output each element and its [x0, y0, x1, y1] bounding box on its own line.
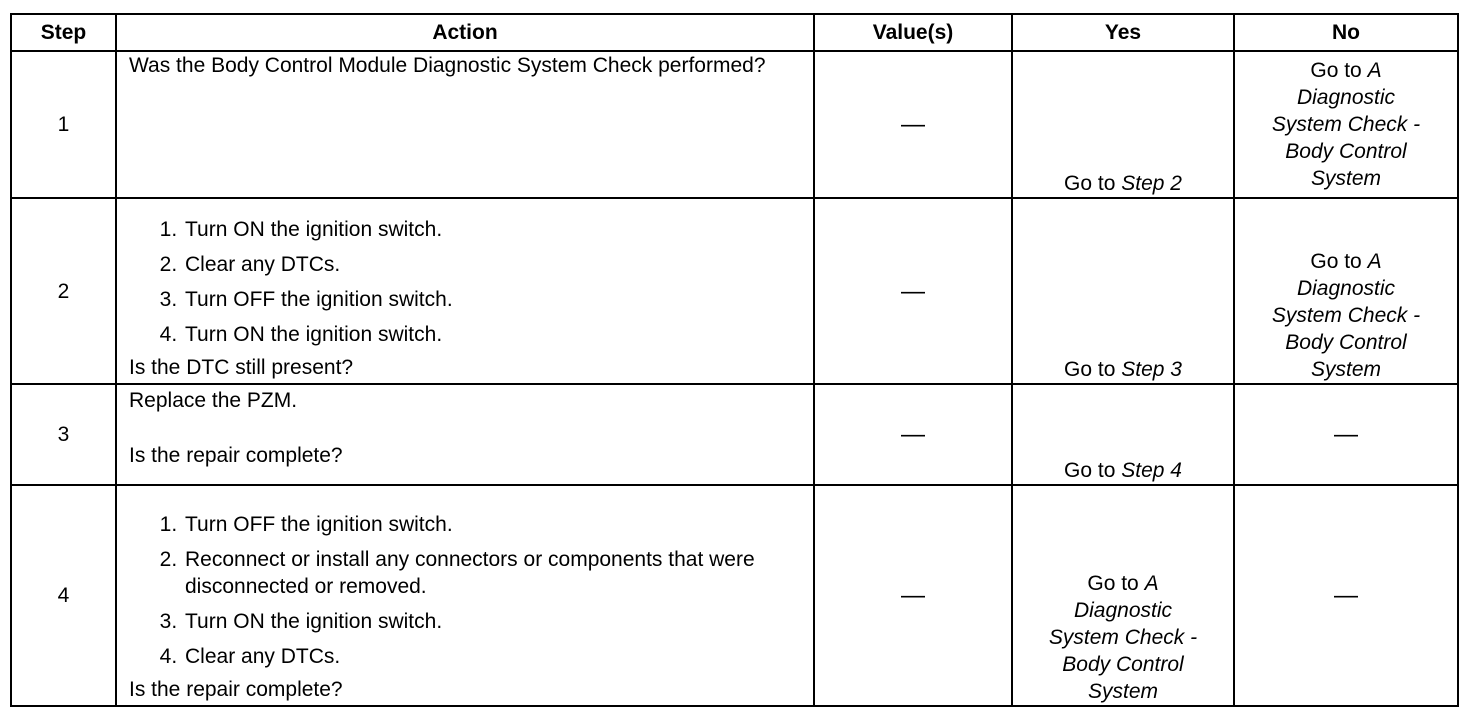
action-cell — [116, 384, 814, 485]
action-question: Is the DTC still present? — [129, 356, 354, 379]
action-list — [129, 216, 801, 348]
no-ref-line: System Check - — [1271, 113, 1421, 136]
diagnostic-table — [10, 13, 1459, 707]
action-item: 3. Turn ON the ignition switch. — [183, 608, 801, 635]
yes-ref-line: System Check - — [1048, 626, 1198, 649]
action-item: 1. Turn OFF the ignition switch. — [183, 511, 801, 538]
no-cell: — — [1234, 485, 1458, 706]
table-row — [11, 51, 1458, 198]
step-number: 1 — [11, 51, 116, 198]
header-yes: Yes — [1012, 14, 1234, 51]
value-cell: — — [814, 384, 1012, 485]
value-cell: — — [814, 51, 1012, 198]
yes-ref-line: Body Control — [1062, 653, 1184, 676]
step-number: 4 — [11, 485, 116, 706]
step-number: 2 — [11, 198, 116, 384]
yes-ref-line: System — [1087, 680, 1158, 703]
no-ref-line: System — [1310, 358, 1381, 381]
action-cell — [116, 485, 814, 706]
no-ref-line: Body Control — [1285, 331, 1407, 354]
header-values: Value(s) — [814, 14, 1012, 51]
action-question: Is the repair complete? — [129, 444, 343, 467]
yes-prefix: Go to — [1064, 172, 1116, 195]
action-cell — [116, 198, 814, 384]
yes-line — [1025, 570, 1221, 597]
action-item: 4. Clear any DTCs. — [183, 643, 801, 670]
action-item: 3. Turn OFF the ignition switch. — [183, 286, 801, 313]
header-action: Action — [116, 14, 814, 51]
action-cell — [116, 51, 814, 198]
value-cell: — — [814, 198, 1012, 384]
yes-prefix: Go to — [1064, 358, 1116, 381]
yes-ref: Step 3 — [1121, 358, 1182, 381]
action-item: 2. Clear any DTCs. — [183, 251, 801, 278]
action-list — [129, 511, 801, 670]
no-cell — [1234, 198, 1458, 384]
yes-cell — [1012, 51, 1234, 198]
action-text: Was the Body Control Module Diagnostic System Check performed? — [129, 54, 766, 77]
yes-cell — [1012, 485, 1234, 706]
no-prefix: Go to — [1310, 59, 1362, 82]
no-cell — [1234, 51, 1458, 198]
yes-prefix: Go to — [1087, 572, 1139, 595]
no-line — [1247, 57, 1445, 84]
action-item: 4. Turn ON the ignition switch. — [183, 321, 801, 348]
action-question: Is the repair complete? — [129, 678, 343, 701]
no-cell: — — [1234, 384, 1458, 485]
no-ref-line: Diagnostic — [1296, 277, 1396, 300]
table-row — [11, 485, 1458, 706]
yes-ref: Step 2 — [1121, 172, 1182, 195]
yes-ref-line: Diagnostic — [1073, 599, 1173, 622]
no-ref-line: System — [1310, 167, 1381, 190]
yes-cell — [1012, 198, 1234, 384]
header-row — [11, 14, 1458, 51]
no-ref-line: A — [1367, 59, 1382, 82]
step-number: 3 — [11, 384, 116, 485]
header-no: No — [1234, 14, 1458, 51]
table-row — [11, 198, 1458, 384]
yes-ref: Step 4 — [1121, 459, 1182, 482]
no-prefix: Go to — [1310, 250, 1362, 273]
action-intro: Replace the PZM. — [129, 389, 298, 412]
table-row — [11, 384, 1458, 485]
value-cell: — — [814, 485, 1012, 706]
no-ref-line: A — [1367, 250, 1382, 273]
action-item: 1. Turn ON the ignition switch. — [183, 216, 801, 243]
yes-ref-line: A — [1144, 572, 1159, 595]
no-line — [1247, 248, 1445, 275]
yes-cell — [1012, 384, 1234, 485]
no-ref-line: Diagnostic — [1296, 86, 1396, 109]
header-step: Step — [11, 14, 116, 51]
no-ref-line: System Check - — [1271, 304, 1421, 327]
action-item: 2. Reconnect or install any connectors or components that were disconnected or removed. — [183, 546, 801, 600]
no-ref-line: Body Control — [1285, 140, 1407, 163]
yes-prefix: Go to — [1064, 459, 1116, 482]
